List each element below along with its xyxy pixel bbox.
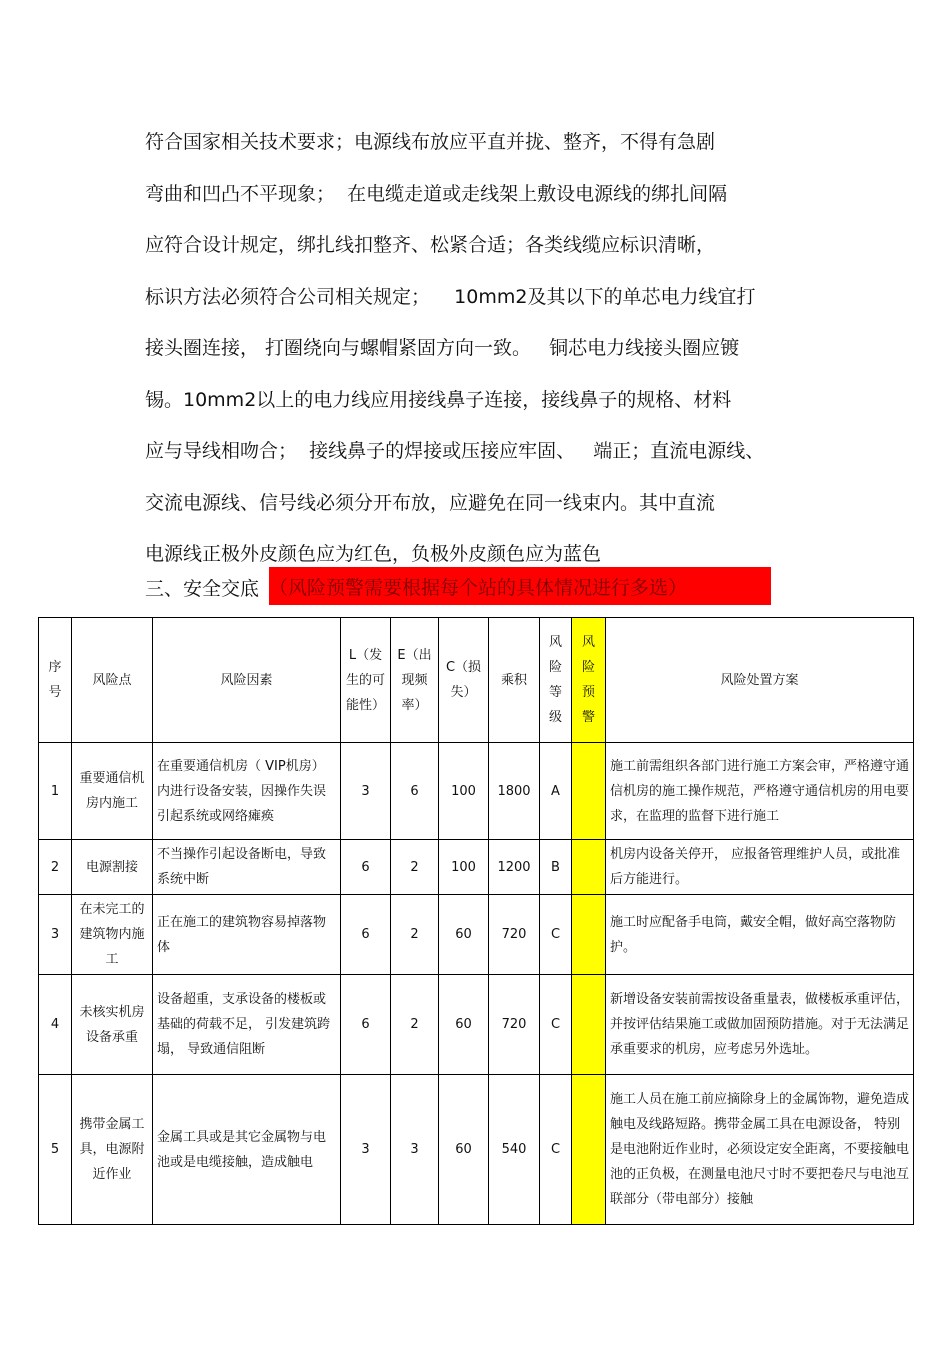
header-no: 序号 xyxy=(39,618,72,743)
paragraph-line: 符合国家相关技术要求；电源线布放应平直并拢、整齐，不得有急剧 xyxy=(145,131,716,153)
cell-product: 540 xyxy=(489,1075,540,1225)
cell-e: 2 xyxy=(391,840,439,895)
cell-risk-factor: 不当操作引起设备断电，导致系统中断 xyxy=(153,840,341,895)
body-paragraph xyxy=(145,122,825,586)
cell-no: 1 xyxy=(39,743,72,840)
header-risk-level: 风险等级 xyxy=(540,618,572,743)
header-risk-point: 风险点 xyxy=(72,618,153,743)
cell-risk-level: C xyxy=(540,1075,572,1225)
cell-no: 3 xyxy=(39,895,72,975)
section-heading xyxy=(145,569,688,605)
cell-c: 60 xyxy=(439,1075,489,1225)
cell-risk-factor: 正在施工的建筑物容易掉落物体 xyxy=(153,895,341,975)
paragraph-line: 应与导线相吻合； 接线鼻子的焊接或压接应牢固、 端正；直流电源线、 xyxy=(145,440,765,462)
cell-risk-warning xyxy=(572,895,606,975)
header-risk-factor: 风险因素 xyxy=(153,618,341,743)
cell-l: 6 xyxy=(341,975,391,1075)
cell-risk-point: 未核实机房设备承重 xyxy=(72,975,153,1075)
table-header-row xyxy=(39,618,914,743)
header-product: 乘积 xyxy=(489,618,540,743)
paragraph-line: 标识方法必须符合公司相关规定； 10mm2及其以下的单芯电力线宜打 xyxy=(145,285,756,308)
cell-risk-level: C xyxy=(540,895,572,975)
cell-product: 720 xyxy=(489,975,540,1075)
cell-e: 2 xyxy=(391,895,439,975)
cell-risk-warning xyxy=(572,743,606,840)
cell-risk-point: 携带金属工具，电源附近作业 xyxy=(72,1075,153,1225)
cell-risk-warning xyxy=(572,975,606,1075)
cell-no: 5 xyxy=(39,1075,72,1225)
table-row xyxy=(39,975,914,1075)
cell-risk-point: 电源割接 xyxy=(72,840,153,895)
table-row xyxy=(39,743,914,840)
cell-no: 2 xyxy=(39,840,72,895)
cell-risk-plan: 新增设备安装前需按设备重量表，做楼板承重评估，并按评估结果施工或做加固预防措施。对于无法满足承重要求的机房，应考虑另外选址。 xyxy=(606,975,914,1075)
paragraph-line: 弯曲和凹凸不平现象； 在电缆走道或走线架上敷设电源线的绑扎间隔 xyxy=(145,182,728,205)
cell-no: 4 xyxy=(39,975,72,1075)
header-l: L（发生的可能性） xyxy=(341,618,391,743)
cell-risk-level: C xyxy=(540,975,572,1075)
cell-c: 100 xyxy=(439,840,489,895)
cell-risk-point: 在未完工的建筑物内施工 xyxy=(72,895,153,975)
cell-e: 3 xyxy=(391,1075,439,1225)
header-e: E（出现频率） xyxy=(391,618,439,743)
cell-risk-level: B xyxy=(540,840,572,895)
cell-product: 720 xyxy=(489,895,540,975)
table-row xyxy=(39,1075,914,1225)
cell-risk-plan: 施工前需组织各部门进行施工方案会审，严格遵守通信机房的施工操作规范，严格遵守通信机房的用电要求，在监理的监督下进行施工 xyxy=(606,743,914,840)
risk-warning-note: （风险预警需要根据每个站的具体情况进行多选） xyxy=(269,567,771,605)
header-risk-warning: 风险预警 xyxy=(572,618,606,743)
cell-product: 1200 xyxy=(489,840,540,895)
section-title: 三、安全交底 xyxy=(145,578,260,600)
cell-risk-warning xyxy=(572,1075,606,1225)
cell-e: 2 xyxy=(391,975,439,1075)
header-risk-plan: 风险处置方案 xyxy=(606,618,914,743)
cell-risk-plan: 施工人员在施工前应摘除身上的金属饰物，避免造成触电及线路短路。携带金属工具在电源设备， 特别是电池附近作业时，必须设定安全距离，不要接触电池的正负极，在测量电池尺寸时不要把卷尺与电池互联部分（带电部分）接触 xyxy=(606,1075,914,1225)
cell-risk-factor: 设备超重，支承设备的楼板或基础的荷载不足， 引发建筑跨塌， 导致通信阻断 xyxy=(153,975,341,1075)
cell-l: 6 xyxy=(341,840,391,895)
cell-risk-point: 重要通信机房内施工 xyxy=(72,743,153,840)
table-row xyxy=(39,895,914,975)
paragraph-line: 锡。10mm2以上的电力线应用接线鼻子连接，接线鼻子的规格、材料 xyxy=(145,388,732,411)
header-c: C（损失） xyxy=(439,618,489,743)
paragraph-line: 电源线正极外皮颜色应为红色，负极外皮颜色应为蓝色 xyxy=(145,543,602,565)
cell-risk-level: A xyxy=(540,743,572,840)
cell-risk-plan: 施工时应配备手电筒，戴安全帽，做好高空落物防护。 xyxy=(606,895,914,975)
cell-l: 6 xyxy=(341,895,391,975)
cell-l: 3 xyxy=(341,1075,391,1225)
cell-e: 6 xyxy=(391,743,439,840)
risk-table xyxy=(38,617,914,1225)
table-row xyxy=(39,840,914,895)
cell-l: 3 xyxy=(341,743,391,840)
cell-c: 100 xyxy=(439,743,489,840)
cell-c: 60 xyxy=(439,975,489,1075)
paragraph-line: 接头圈连接， 打圈绕向与螺帽紧固方向一致。 铜芯电力线接头圈应镀 xyxy=(145,337,740,359)
cell-risk-factor: 金属工具或是其它金属物与电池或是电缆接触，造成触电 xyxy=(153,1075,341,1225)
cell-risk-plan: 机房内设备关停开， 应报备管理维护人员，或批准后方能进行。 xyxy=(606,840,914,895)
paragraph-line: 交流电源线、信号线必须分开布放，应避免在同一线束内。其中直流 xyxy=(145,491,716,514)
cell-risk-factor: 在重要通信机房（ VIP机房）内进行设备安装，因操作失误引起系统或网络瘫痪 xyxy=(153,743,341,840)
cell-c: 60 xyxy=(439,895,489,975)
paragraph-line: 应符合设计规定，绑扎线扣整齐、松紧合适；各类线缆应标识清晰， xyxy=(145,234,716,256)
cell-risk-warning xyxy=(572,840,606,895)
cell-product: 1800 xyxy=(489,743,540,840)
